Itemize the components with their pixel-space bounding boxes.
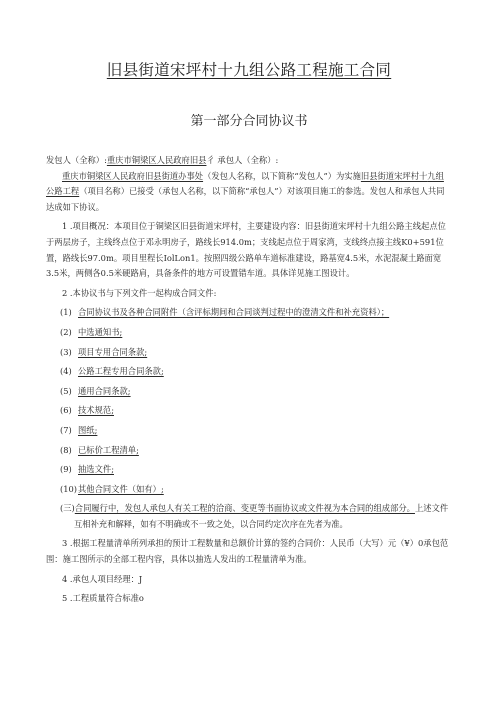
list-item (60, 305, 452, 321)
list-item (60, 403, 452, 419)
clause-3: 3 .根据工程量清单所列承担的预计工程数量和总额价计算的签约合同价：人民币（大写）元（¥）0承包范围：施工图所示的全部工程内容，具体以抽选人发出的工程量清单为准。 (46, 538, 449, 565)
clause-three-index: (三) (60, 503, 75, 514)
employer-full-name: 重庆市铜梁区人民政府旧县街道办事处 (62, 170, 204, 181)
intro-paragraph (46, 169, 452, 216)
list-text: 已标价工程清单; (78, 444, 139, 455)
list-index: (8) (60, 444, 72, 455)
document-title: 旧县街道宋坪村十九组公路工程施工合同 (106, 61, 392, 79)
list-text: 其他合同文件（如有）; (78, 483, 164, 494)
party-line (46, 153, 452, 169)
document-subtitle: 第一部分合同协议书 (190, 114, 308, 129)
list-item (60, 384, 452, 400)
list-item (60, 325, 452, 341)
list-item (60, 462, 452, 478)
list-index: (9) (60, 464, 72, 475)
intro-text-1: （发包人名称，以下简称“发包人”）为实施 (203, 170, 361, 181)
list-text: 公路工程专用合同条款; (78, 366, 164, 377)
list-text: 技术规范; (78, 405, 114, 416)
list-index: (6) (60, 405, 72, 416)
project-name-part-2: 九组公路工程 (46, 170, 444, 197)
employer-label: 发包人（全称）: (46, 155, 107, 165)
list-item (60, 423, 452, 439)
clause-three-rest: 上述文件互相补充和解释，如有不明确或不一致之处，以合同约定次序在先者为准。 (74, 503, 449, 529)
list-index: (2) (60, 326, 72, 337)
list-index: (1) (60, 307, 72, 318)
contractor-label: 承包人（全称）: (217, 155, 279, 165)
clause-5: 5 .工程质量符合标准o (62, 593, 144, 604)
employer-name: 重庆市铜梁区人民政府旧县 (106, 155, 207, 165)
employer-name-tail: 彳 (206, 155, 215, 165)
list-index: (3) (60, 346, 72, 357)
clause-three-underlined: 合同履行中，发包人承包人有关工程的洽商、变更等书面协议或文件视为本合同的组成部分。 (74, 503, 415, 514)
list-index: (10) (60, 483, 78, 494)
list-item (60, 345, 452, 361)
list-item (60, 364, 452, 380)
clause-three (60, 501, 452, 532)
clause-1: 1 .项目概况：本项目位于铜梁区旧县街道宋坪村，主要建设内容：旧县街道宋坪村十九组公路主线起点位于两层房子，主线终点位于邓永明房子，路线长914.0m；支线起点位于周家湾，支线终点接主线K0+591位置，路线长97.0m。项目里程长IolLon1。按照四级公路单车道标准建设，路基宽4.5米，水泥混凝土路面宽3.5米，两侧各0.5米硬路肩，具备条件的地方可设置错车道。具体详见施工图设计。 (46, 221, 446, 279)
list-item (60, 482, 452, 498)
list-text: 图纸; (78, 424, 98, 435)
contract-documents-list (46, 305, 452, 497)
clause-4: 4 .承包人项目经理：J (62, 573, 143, 584)
list-text: 抽选文件; (78, 464, 114, 475)
list-index: (4) (60, 366, 72, 377)
list-index: (7) (60, 424, 72, 435)
clause-2: 2 .本协议书与下列文件一起构成合同文件: (62, 287, 217, 298)
project-name-part-1: 旧县街道宋坪村十 (360, 170, 428, 181)
list-text: 通用合同条款; (78, 385, 131, 396)
intro-text-2: （项目名称）已接受（承包人名称，以下简称“承包人”）对该项目施工的参选。发包人和承包人共同达成如下协议。 (46, 186, 445, 212)
list-item (60, 443, 452, 459)
list-text: 中选通知书; (78, 326, 123, 337)
list-text: 项目专用合同条款; (78, 346, 148, 357)
list-index: (5) (60, 385, 72, 396)
list-text: 合同协议书及各种合同附件（含评标期间和合同谈判过程中的澄清文件和补充资料）； (78, 307, 390, 318)
